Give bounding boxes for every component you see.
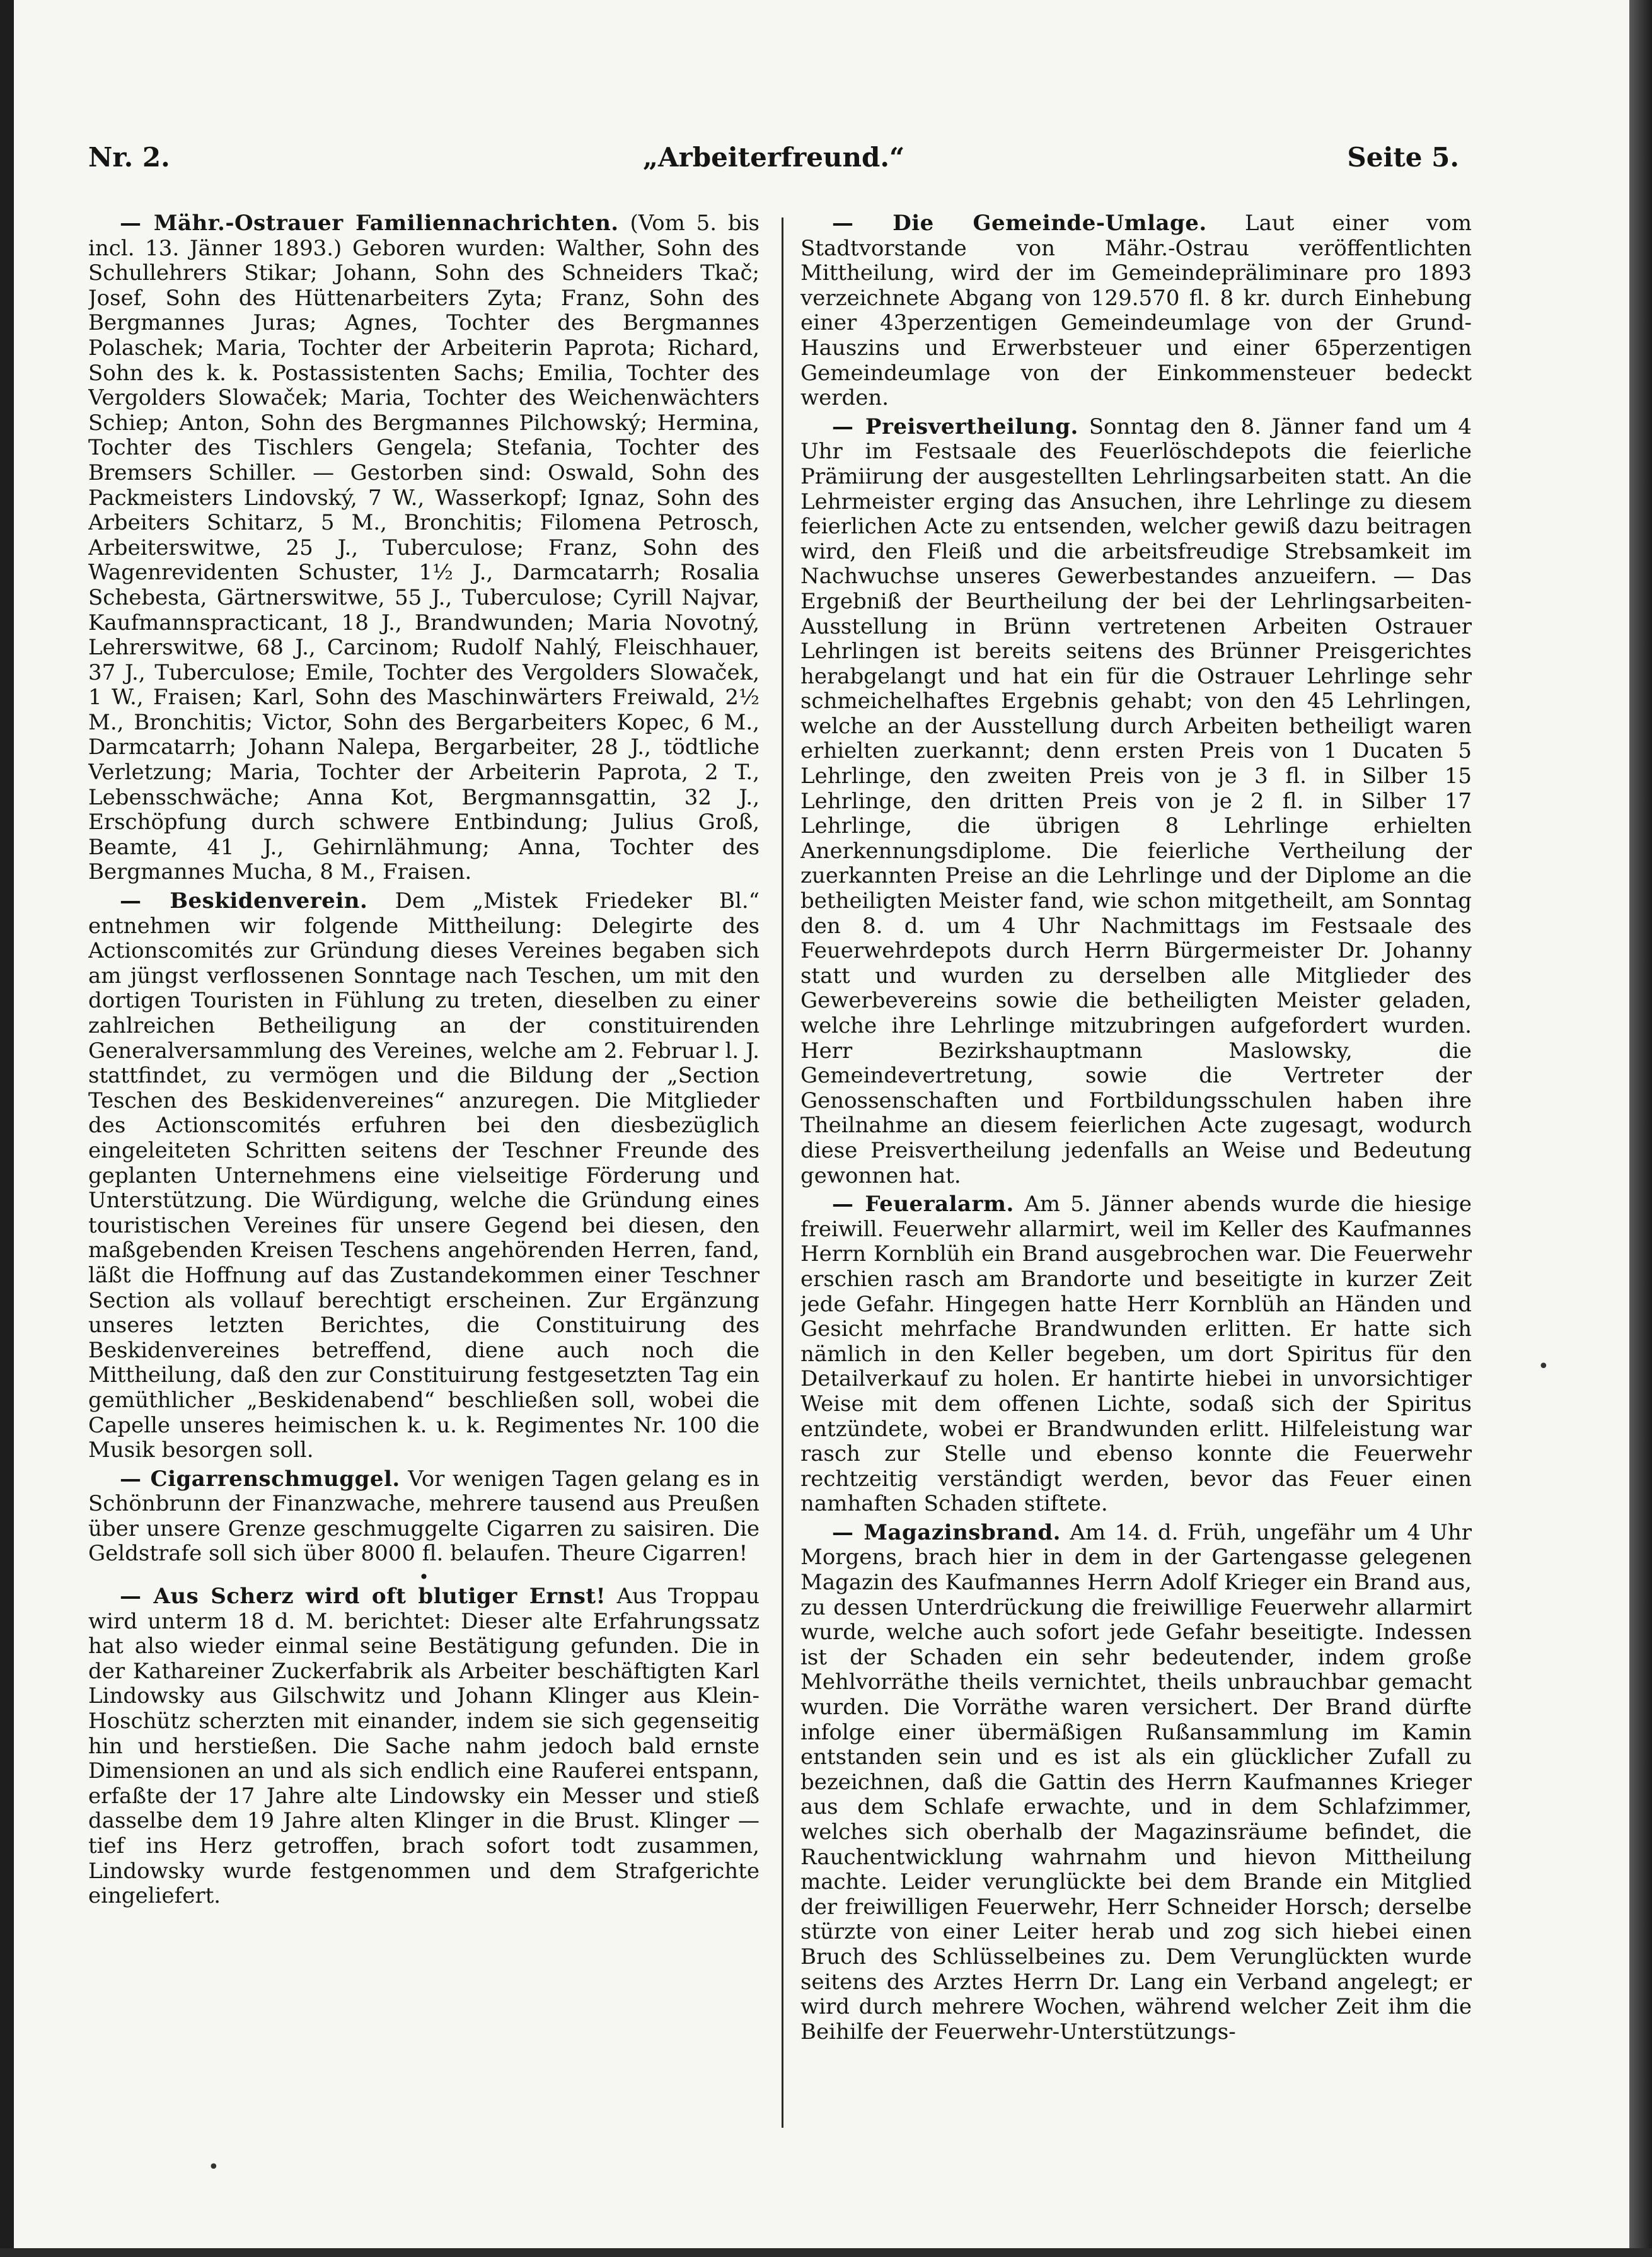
scan-edge-right [1629, 0, 1652, 2257]
article-headline: — Die Gemeinde-Umlage. [832, 211, 1207, 236]
right-column [800, 211, 1472, 2128]
separator-dot: • [419, 1567, 429, 1588]
scan-edge-bottom [0, 2248, 1652, 2257]
page-number: Seite 5. [1347, 142, 1459, 173]
article-gemeinde-umlage [800, 211, 1472, 411]
article-body: Laut einer vom Stadtvorstande von Mähr.-Ostrau veröffentlichten Mittheilung, wird der im Gemeindepräliminare pro 1893 verzeichnete Abgang von 129.570 fl. 8 kr. durch Einhebung einer 43perzentigen Gemeindeumlage von der Grund-Hauszins und Erwerbsteuer und einer 65perzentigen Gemeindeumlage von der Einkommensteuer bedeckt werden. [800, 211, 1472, 411]
article-headline: — Preisvertheilung. [832, 414, 1078, 439]
paper-title: „Arbeiterfreund.“ [642, 142, 905, 173]
scan-edge-left [0, 0, 14, 2257]
article-body: Sonntag den 8. Jänner fand um 4 Uhr im Festsaale des Feuerlöschdepots die feierliche Prämiirung der ausgestellten Lehrlingsarbeiten statt. An die Lehrmeister erging das Ansuchen, ihre Lehrlinge zu diesem feierlichen Acte zu entsenden, welcher gewiß dazu beitragen wird, den Fleiß und die arbeitsfreudige Strebsamkeit im Nachwuchse unseres Gewerbestandes anzueifern. — Das Ergebniß der Beurtheilung der bei der Lehrlingsarbeiten-Ausstellung in Brünn vertretenen Arbeiten Ostrauer Lehrlingen ist bereits seitens des Brünner Preisgerichtes herabgelangt und hat ein für die Ostrauer Lehrlinge sehr schmeichelhaftes Ergebnis gehabt; von den 45 Lehrlingen, welche an der Ausstellung durch Arbeiten betheiligt waren erhielten zuerkannt; denn ersten Preis von 1 Ducaten 5 Lehrlinge, den zweiten Preis von je 3 fl. in Silber 15 Lehrlinge, den dritten Preis von je 2 fl. in Silber 17 Lehrlinge, die übrigen 8 Lehrlinge erhielten Anerkennungsdiplome. Die feierliche Vertheilung der zuerkannten Preise an die Lehrlinge und der Diplome an die betheiligten Meister fand, wie schon mitgetheilt, am Sonntag den 8. d. um 4 Uhr Nachmittags im Festsaale des Feuerwehrdepots durch Herrn Bürgermeister Dr. Johanny statt und wurden zu derselben alle Mitglieder des Gewerbevereins sowie die betheiligten Meister geladen, welche ihre Lehrlinge mitzubringen aufgefordert wurden. Herr Bezirkshauptmann Maslowsky, die Gemeindevertretung, sowie die Vertreter der Genossenschaften und Fortbildungsschulen haben ihre Theilnahme an diesem feierlichen Acte zugesagt, wodurch diese Preisvertheilung jedenfalls an Weise und Bedeutung gewonnen hat. [800, 414, 1472, 1188]
left-column [88, 211, 760, 2128]
article-magazinsbrand [800, 1521, 1472, 2045]
article-headline: — Feueralarm. [832, 1192, 1014, 1217]
article-headline: — Mähr.-Ostrauer Familiennachrichten. [120, 211, 619, 236]
article-scherz-ernst [88, 1584, 760, 1909]
article-preisvertheilung [800, 415, 1472, 1188]
article-body: Am 5. Jänner abends wurde die hiesige freiwill. Feuerwehr allarmirt, weil im Keller des Kaufmannes Herrn Kornblüh ein Brand ausgebrochen war. Die Feuerwehr erschien rasch am Brandorte und beseitigte in kurzer Zeit jede Gefahr. Hingegen hatte Herr Kornblüh an Händen und Gesicht mehrfache Brandwunden erlitten. Er hatte sich nämlich in den Keller begeben, um dort Spiritus für den Detailverkauf zu holen. Er hantirte hiebei in unvorsichtiger Weise mit dem offenen Lichte, sodaß sich der Spiritus entzündete, wobei er Brandwunden erlitt. Hilfeleistung war rasch zur Stelle und ebenso konnte die Feuerwehr rechtzeitig verständigt werden, bevor das Feuer einen namhaften Schaden stiftete. [800, 1192, 1472, 1517]
article-body: Aus Troppau wird unterm 18 d. M. berichtet: Dieser alte Erfahrungssatz hat also wieder einmal seine Bestätigung gefunden. Die in der Kathareiner Zuckerfabrik als Arbeiter beschäftigten Karl Lindowsky aus Gilschwitz und Johann Klinger aus Klein-Hoschütz scherzten mit einander, indem sie sich gegenseitig hin und herstießen. Die Sache nahm jedoch bald ernste Dimensionen an und als sich endlich eine Rauferei entspann, erfaßte der 17 Jahre alte Lindowsky ein Messer und stieß dasselbe dem 19 Jahre alten Klinger in die Brust. Klinger — tief ins Herz getroffen, brach sofort todt zusammen, Lindowsky wurde festgenommen und dem Strafgerichte eingeliefert. [88, 1584, 760, 1909]
article-headline: — Cigarrenschmuggel. [120, 1466, 400, 1492]
article-cigarrenschmuggel [88, 1467, 760, 1567]
article-body: (Vom 5. bis incl. 13. Jänner 1893.) Geboren wurden: Walther, Sohn des Schullehrers Stikar; Johann, Sohn des Schneiders Tkač; Josef, Sohn des Hüttenarbeiters Zyta; Franz, Sohn des Bergmannes Juras; Agnes, Tochter des Bergmannes Polaschek; Maria, Tochter der Arbeiterin Paprota; Richard, Sohn des k. k. Postassistenten Sachs; Emilia, Tochter des Vergolders Slowaček; Maria, Tochter des Weichenwächters Schiep; Anton, Sohn des Bergmannes Pilchowský; Hermina, Tochter des Tischlers Gengela; Stefania, Tochter des Bremsers Schiller. — Gestorben sind: Oswald, Sohn des Packmeisters Lindovský, 7 W., Wasserkopf; Ignaz, Sohn des Arbeiters Schitarz, 5 M., Bronchitis; Filomena Petrosch, Arbeiterswitwe, 25 J., Tuberculose; Franz, Sohn des Wagenrevidenten Schuster, 1½ J., Darmcatarrh; Rosalia Schebesta, Gärtnerswitwe, 55 J., Tuberculose; Cyrill Najvar, Kaufmannspracticant, 18 J., Brandwunden; Maria Novotný, Lehrerswitwe, 68 J., Carcinom; Rudolf Nahlý, Fleischhauer, 37 J., Tuberculose; Emile, Tochter des Vergolders Slowaček, 1 W., Fraisen; Karl, Sohn des Maschinwärters Freiwald, 2½ M., Bronchitis; Victor, Sohn des Bergarbeiters Kopec, 6 M., Darmcatarrh; Johann Nalepa, Bergarbeiter, 28 J., tödtliche Verletzung; Maria, Tochter der Arbeiterin Paprota, 2 T., Lebensschwäche; Anna Kot, Bergmannsgattin, 32 J., Erschöpfung durch schwere Entbindung; Julius Groß, Beamte, 41 J., Gehirnlähmung; Anna, Tochter des Bergmannes Mucha, 8 M., Fraisen. [88, 211, 760, 885]
article-headline: — Aus Scherz wird oft blutiger Ernst! [120, 1584, 606, 1610]
article-familiennachrichten [88, 211, 760, 885]
article-headline: — Magazinsbrand. [832, 1519, 1061, 1545]
article-feueralarm [800, 1192, 1472, 1517]
article-body: Dem „Mistek Friedeker Bl.“ entnehmen wir folgende Mittheilung: Delegirte des Actionscomités zur Gründung dieses Vereines begaben sich am jüngst verflossenen Sonntage nach Teschen, um mit den dortigen Touristen in Fühlung zu treten, dieselben zu einer zahlreichen Betheiligung an der constituirenden Generalversammlung des Vereines, welche am 2. Februar l. J. stattfindet, zu vermögen und die Bildung der „Section Teschen des Beskidenvereines“ anzuregen. Die Mitglieder des Actionscomités erfuhren bei den diesbezüglich eingeleiteten Schritten seitens der Teschner Freunde des geplanten Unternehmens eine vielseitige Förderung und Unterstützung. Die Würdigung, welche die Gründung eines touristischen Vereines für unsere Gegend bei diesen, den maßgebenden Kreisen Teschens angehörenden Herren, fand, läßt die Hoffnung auf das Zustandekommen einer Teschner Section als vollauf berechtigt erscheinen. Zur Ergänzung unseres letzten Berichtes, die Constituirung des Beskidenvereines betreffend, diene auch noch die Mittheilung, daß den zur Constituirung festgesetzten Tag ein gemüthlicher „Beskidenabend“ beschließen soll, wobei die Capelle unseres heimischen k. u. k. Regimentes Nr. 100 die Musik besorgen soll. [88, 888, 760, 1463]
article-beskidenverein [88, 889, 760, 1463]
ink-spot: • [1538, 1355, 1549, 1378]
column-divider [782, 218, 783, 2128]
issue-number: Nr. 2. [88, 142, 170, 173]
article-body: Vor wenigen Tagen gelang es in Schönbrunn der Finanzwache, mehrere tausend aus Preußen über unsere Grenze geschmuggelte Cigarren zu saisiren. Die Geldstrafe soll sich über 8000 fl. belaufen. Theure Cigarren! [88, 1466, 760, 1567]
article-body: Am 14. d. Früh, ungefähr um 4 Uhr Morgens, brach hier in dem in der Gartengasse gelegenen Magazin des Kaufmannes Herrn Adolf Krieger ein Brand aus, zu dessen Unterdrückung die freiwillige Feuerwehr allarmirt wurde, welche auch sofort jede Gefahr beseitigte. Indessen ist der Schaden ein sehr bedeutender, indem große Mehlvorräthe theils vernichtet, theils unbrauchbar gemacht wurden. Die Vorräthe waren versichert. Der Brand dürfte infolge einer übermäßigen Rußansammlung im Kamin entstanden sein und es ist als ein glücklicher Zufall zu bezeichnen, daß die Gattin des Herrn Kaufmannes Krieger aus dem Schlafe erwachte, und in dem Schlafzimmer, welches sich oberhalb der Magazinsräume befindet, die Rauchentwicklung wahrnahm und hievon Mittheilung machte. Leider verunglückte bei dem Brande ein Mitglied der freiwilligen Feuerwehr, Herr Schneider Horsch; derselbe stürzte von einer Leiter herab und zog sich hiebei einen Bruch des Schlüsselbeines zu. Dem Verunglückten wurde seitens des Arztes Herrn Dr. Lang ein Verband angelegt; er wird durch mehrere Wochen, während welcher Zeit ihm die Beihilfe der Feuerwehr-Unterstützungs- [800, 1519, 1472, 2045]
page-header [88, 142, 1459, 186]
ink-spot: • [208, 2156, 219, 2178]
article-headline: — Beskidenverein. [120, 888, 368, 914]
